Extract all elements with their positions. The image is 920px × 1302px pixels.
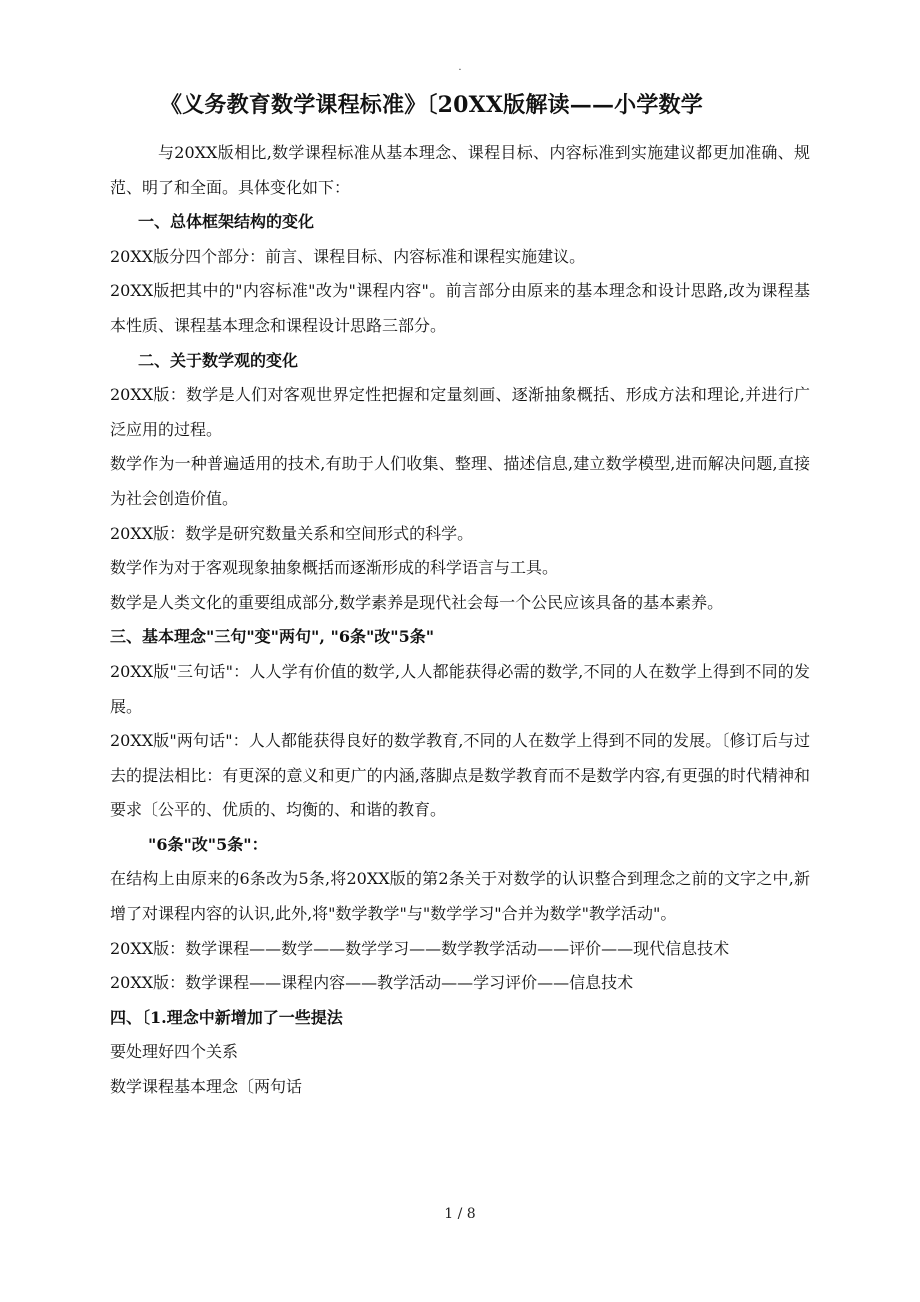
paragraph: 要处理好四个关系 — [110, 1042, 239, 1062]
paragraph: 在结构上由原来的6条改为5条,将20XX版的第2条关于对数学的认识整合到理念之前的文字之中,新增了对课程内容的认识,此外,将"数学教学"与"数学学习"合并为数学"教学活动"。 — [110, 869, 810, 924]
section-heading: 四、〔1.理念中新增加了一些提法 — [110, 1007, 343, 1027]
page-number: 1 / 8 — [444, 1206, 476, 1222]
section-heading: "6条"改"5条"： — [148, 834, 268, 854]
paragraph: 20XX版：数学课程——课程内容——教学活动——学习评价——信息技术 — [110, 973, 634, 993]
document-body — [110, 136, 810, 1105]
paragraph: 20XX版：数学是人们对客观世界定性把握和定量刻画、逐渐抽象概括、形成方法和理论,并进行广泛应用的过程。 — [110, 385, 810, 439]
document-title: 《义务教育数学课程标准》〔20XX版解读——小学数学 — [160, 92, 703, 118]
paragraph: 数学作为一种普遍适用的技术,有助于人们收集、整理、描述信息,建立数学模型,进而解决问题,直接为社会创造价值。 — [110, 454, 810, 508]
section-heading: 二、关于数学观的变化 — [138, 350, 299, 370]
section-heading: 一、总体框架结构的变化 — [138, 212, 315, 232]
paragraph: 数学是人类文化的重要组成部分,数学素养是现代社会每一个公民应该具备的基本素养。 — [110, 592, 724, 612]
section-heading: 三、基本理念"三句"变"两句", "6条"改"5条" — [110, 627, 435, 647]
paragraph: 20XX版"三句话"：人人学有价值的数学,人人都能获得必需的数学,不同的人在数学上得到不同的发展。 — [110, 661, 810, 716]
paragraph: 20XX版：数学课程——数学——数学学习——数学教学活动——评价——现代信息技术 — [110, 938, 730, 958]
paragraph: 数学作为对于客观现象抽象概括而逐渐形成的科学语言与工具。 — [110, 558, 559, 578]
header-mark: . — [458, 62, 462, 73]
paragraph: 数学课程基本理念〔两句话 — [110, 1077, 303, 1097]
paragraph: 20XX版把其中的"内容标准"改为"课程内容"。前言部分由原来的基本理念和设计思路,改为课程基本性质、课程基本理念和课程设计思路三部分。 — [110, 281, 810, 335]
paragraph: 20XX版"两句话"：人人都能获得良好的数学教育,不同的人在数学上得到不同的发展。〔修订后与过去的提法相比：有更深的意义和更广的内涵,落脚点是数学教育而不是数学内容,有更强的时代精神和要求〔公平的、优质的、均衡的、和谐的教育。 — [110, 731, 810, 820]
paragraph: 与20XX版相比,数学课程标准从基本理念、课程目标、内容标准到实施建议都更加准确、规范、明了和全面。具体变化如下： — [110, 143, 810, 197]
paragraph: 20XX版分四个部分：前言、课程目标、内容标准和课程实施建议。 — [110, 246, 586, 266]
paragraph: 20XX版：数学是研究数量关系和空间形式的科学。 — [110, 523, 474, 543]
